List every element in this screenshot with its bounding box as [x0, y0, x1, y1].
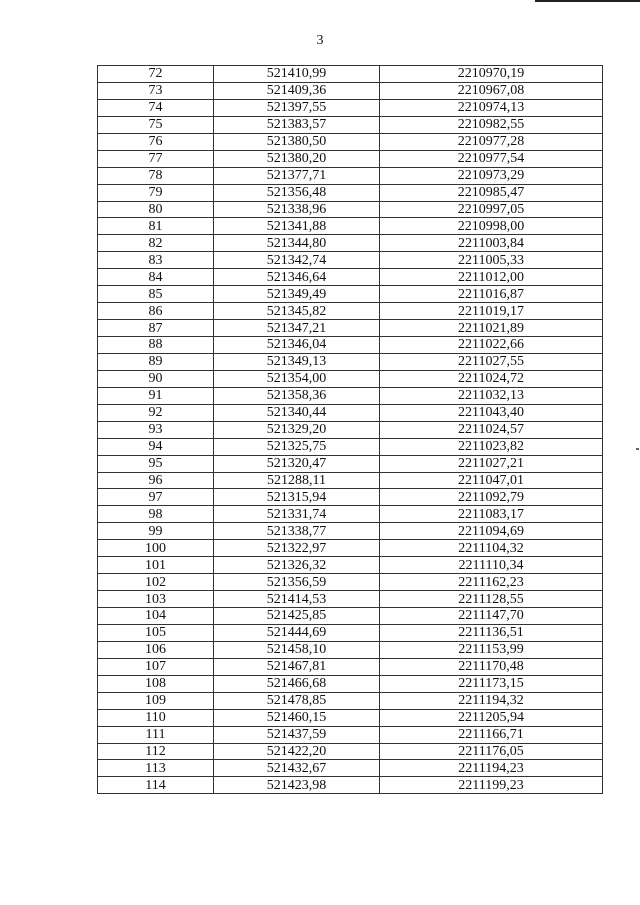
x-coordinate-cell: 521341,88	[214, 218, 380, 235]
table-row	[98, 150, 603, 167]
table-row	[98, 133, 603, 150]
table-row	[98, 337, 603, 354]
table-row	[98, 760, 603, 777]
y-coordinate-cell: 2211194,23	[380, 760, 603, 777]
y-coordinate-cell: 2211024,72	[380, 370, 603, 387]
point-number-cell: 106	[98, 641, 214, 658]
table-row	[98, 66, 603, 83]
point-number-cell: 103	[98, 591, 214, 608]
x-coordinate-cell: 521356,48	[214, 184, 380, 201]
table-row	[98, 574, 603, 591]
y-coordinate-cell: 2211027,21	[380, 455, 603, 472]
point-number-cell: 98	[98, 506, 214, 523]
table-row	[98, 167, 603, 184]
y-coordinate-cell: 2211012,00	[380, 269, 603, 286]
x-coordinate-cell: 521354,00	[214, 370, 380, 387]
y-coordinate-cell: 2211005,33	[380, 252, 603, 269]
point-number-cell: 87	[98, 320, 214, 337]
point-number-cell: 93	[98, 421, 214, 438]
y-coordinate-cell: 2211176,05	[380, 743, 603, 760]
table-row	[98, 286, 603, 303]
table-row	[98, 184, 603, 201]
point-number-cell: 80	[98, 201, 214, 218]
point-number-cell: 92	[98, 404, 214, 421]
point-number-cell: 99	[98, 523, 214, 540]
table-row	[98, 692, 603, 709]
table-row	[98, 303, 603, 320]
point-number-cell: 96	[98, 472, 214, 489]
x-coordinate-cell: 521467,81	[214, 658, 380, 675]
y-coordinate-cell: 2211205,94	[380, 709, 603, 726]
x-coordinate-cell: 521288,11	[214, 472, 380, 489]
scan-speck	[636, 448, 639, 450]
x-coordinate-cell: 521358,36	[214, 387, 380, 404]
y-coordinate-cell: 2211047,01	[380, 472, 603, 489]
table-row	[98, 506, 603, 523]
table-row	[98, 421, 603, 438]
x-coordinate-cell: 521458,10	[214, 641, 380, 658]
scan-edge-mark	[535, 0, 640, 2]
x-coordinate-cell: 521349,13	[214, 353, 380, 370]
table-row	[98, 675, 603, 692]
y-coordinate-cell: 2210977,28	[380, 133, 603, 150]
table-row	[98, 523, 603, 540]
table-row	[98, 404, 603, 421]
x-coordinate-cell: 521345,82	[214, 303, 380, 320]
table-row	[98, 608, 603, 625]
x-coordinate-cell: 521444,69	[214, 624, 380, 641]
table-row	[98, 743, 603, 760]
x-coordinate-cell: 521331,74	[214, 506, 380, 523]
point-number-cell: 73	[98, 82, 214, 99]
x-coordinate-cell: 521342,74	[214, 252, 380, 269]
x-coordinate-cell: 521425,85	[214, 608, 380, 625]
y-coordinate-cell: 2210982,55	[380, 116, 603, 133]
point-number-cell: 76	[98, 133, 214, 150]
table-row	[98, 252, 603, 269]
table-row	[98, 658, 603, 675]
table-row	[98, 540, 603, 557]
table-row	[98, 641, 603, 658]
table-row	[98, 201, 603, 218]
point-number-cell: 108	[98, 675, 214, 692]
x-coordinate-cell: 521356,59	[214, 574, 380, 591]
point-number-cell: 114	[98, 777, 214, 794]
point-number-cell: 111	[98, 726, 214, 743]
y-coordinate-cell: 2211094,69	[380, 523, 603, 540]
point-number-cell: 82	[98, 235, 214, 252]
y-coordinate-cell: 2210997,05	[380, 201, 603, 218]
table-row	[98, 269, 603, 286]
y-coordinate-cell: 2211023,82	[380, 438, 603, 455]
table-row	[98, 726, 603, 743]
y-coordinate-cell: 2210985,47	[380, 184, 603, 201]
y-coordinate-cell: 2211199,23	[380, 777, 603, 794]
y-coordinate-cell: 2211019,17	[380, 303, 603, 320]
y-coordinate-cell: 2210967,08	[380, 82, 603, 99]
y-coordinate-cell: 2210998,00	[380, 218, 603, 235]
y-coordinate-cell: 2211173,15	[380, 675, 603, 692]
x-coordinate-cell: 521338,96	[214, 201, 380, 218]
point-number-cell: 109	[98, 692, 214, 709]
x-coordinate-cell: 521344,80	[214, 235, 380, 252]
x-coordinate-cell: 521423,98	[214, 777, 380, 794]
y-coordinate-cell: 2211032,13	[380, 387, 603, 404]
y-coordinate-cell: 2211110,34	[380, 557, 603, 574]
x-coordinate-cell: 521315,94	[214, 489, 380, 506]
y-coordinate-cell: 2211024,57	[380, 421, 603, 438]
point-number-cell: 95	[98, 455, 214, 472]
point-number-cell: 75	[98, 116, 214, 133]
x-coordinate-cell: 521409,36	[214, 82, 380, 99]
point-number-cell: 84	[98, 269, 214, 286]
table-row	[98, 99, 603, 116]
point-number-cell: 77	[98, 150, 214, 167]
table-row	[98, 557, 603, 574]
x-coordinate-cell: 521380,20	[214, 150, 380, 167]
point-number-cell: 102	[98, 574, 214, 591]
x-coordinate-cell: 521466,68	[214, 675, 380, 692]
table-row	[98, 489, 603, 506]
point-number-cell: 101	[98, 557, 214, 574]
x-coordinate-cell: 521322,97	[214, 540, 380, 557]
y-coordinate-cell: 2211043,40	[380, 404, 603, 421]
table-row	[98, 438, 603, 455]
y-coordinate-cell: 2211016,87	[380, 286, 603, 303]
point-number-cell: 97	[98, 489, 214, 506]
y-coordinate-cell: 2211021,89	[380, 320, 603, 337]
x-coordinate-cell: 521377,71	[214, 167, 380, 184]
y-coordinate-cell: 2211104,32	[380, 540, 603, 557]
y-coordinate-cell: 2211128,55	[380, 591, 603, 608]
point-number-cell: 107	[98, 658, 214, 675]
point-number-cell: 88	[98, 337, 214, 354]
y-coordinate-cell: 2211136,51	[380, 624, 603, 641]
x-coordinate-cell: 521346,04	[214, 337, 380, 354]
x-coordinate-cell: 521380,50	[214, 133, 380, 150]
table-row	[98, 82, 603, 99]
point-number-cell: 89	[98, 353, 214, 370]
y-coordinate-cell: 2210970,19	[380, 66, 603, 83]
coordinates-table-body	[98, 66, 603, 794]
table-row	[98, 455, 603, 472]
y-coordinate-cell: 2211194,32	[380, 692, 603, 709]
table-row	[98, 709, 603, 726]
y-coordinate-cell: 2211170,48	[380, 658, 603, 675]
x-coordinate-cell: 521437,59	[214, 726, 380, 743]
x-coordinate-cell: 521329,20	[214, 421, 380, 438]
point-number-cell: 91	[98, 387, 214, 404]
point-number-cell: 74	[98, 99, 214, 116]
table-row	[98, 370, 603, 387]
point-number-cell: 86	[98, 303, 214, 320]
point-number-cell: 113	[98, 760, 214, 777]
table-row	[98, 472, 603, 489]
point-number-cell: 90	[98, 370, 214, 387]
x-coordinate-cell: 521397,55	[214, 99, 380, 116]
x-coordinate-cell: 521349,49	[214, 286, 380, 303]
point-number-cell: 83	[98, 252, 214, 269]
x-coordinate-cell: 521320,47	[214, 455, 380, 472]
x-coordinate-cell: 521460,15	[214, 709, 380, 726]
x-coordinate-cell: 521326,32	[214, 557, 380, 574]
point-number-cell: 81	[98, 218, 214, 235]
y-coordinate-cell: 2211003,84	[380, 235, 603, 252]
coordinates-table	[97, 65, 603, 794]
x-coordinate-cell: 521325,75	[214, 438, 380, 455]
x-coordinate-cell: 521422,20	[214, 743, 380, 760]
x-coordinate-cell: 521432,67	[214, 760, 380, 777]
y-coordinate-cell: 2210977,54	[380, 150, 603, 167]
y-coordinate-cell: 2211147,70	[380, 608, 603, 625]
y-coordinate-cell: 2211022,66	[380, 337, 603, 354]
point-number-cell: 94	[98, 438, 214, 455]
y-coordinate-cell: 2211092,79	[380, 489, 603, 506]
point-number-cell: 112	[98, 743, 214, 760]
x-coordinate-cell: 521410,99	[214, 66, 380, 83]
x-coordinate-cell: 521346,64	[214, 269, 380, 286]
point-number-cell: 104	[98, 608, 214, 625]
table-row	[98, 591, 603, 608]
x-coordinate-cell: 521340,44	[214, 404, 380, 421]
table-row	[98, 353, 603, 370]
point-number-cell: 105	[98, 624, 214, 641]
x-coordinate-cell: 521338,77	[214, 523, 380, 540]
y-coordinate-cell: 2210973,29	[380, 167, 603, 184]
table-row	[98, 116, 603, 133]
y-coordinate-cell: 2211162,23	[380, 574, 603, 591]
point-number-cell: 110	[98, 709, 214, 726]
table-row	[98, 387, 603, 404]
table-row	[98, 624, 603, 641]
point-number-cell: 79	[98, 184, 214, 201]
y-coordinate-cell: 2211166,71	[380, 726, 603, 743]
point-number-cell: 100	[98, 540, 214, 557]
table-row	[98, 235, 603, 252]
x-coordinate-cell: 521383,57	[214, 116, 380, 133]
y-coordinate-cell: 2211153,99	[380, 641, 603, 658]
y-coordinate-cell: 2211027,55	[380, 353, 603, 370]
point-number-cell: 72	[98, 66, 214, 83]
y-coordinate-cell: 2210974,13	[380, 99, 603, 116]
y-coordinate-cell: 2211083,17	[380, 506, 603, 523]
x-coordinate-cell: 521478,85	[214, 692, 380, 709]
point-number-cell: 78	[98, 167, 214, 184]
table-row	[98, 777, 603, 794]
table-row	[98, 320, 603, 337]
x-coordinate-cell: 521347,21	[214, 320, 380, 337]
table-row	[98, 218, 603, 235]
point-number-cell: 85	[98, 286, 214, 303]
page-number: 3	[316, 33, 324, 48]
x-coordinate-cell: 521414,53	[214, 591, 380, 608]
